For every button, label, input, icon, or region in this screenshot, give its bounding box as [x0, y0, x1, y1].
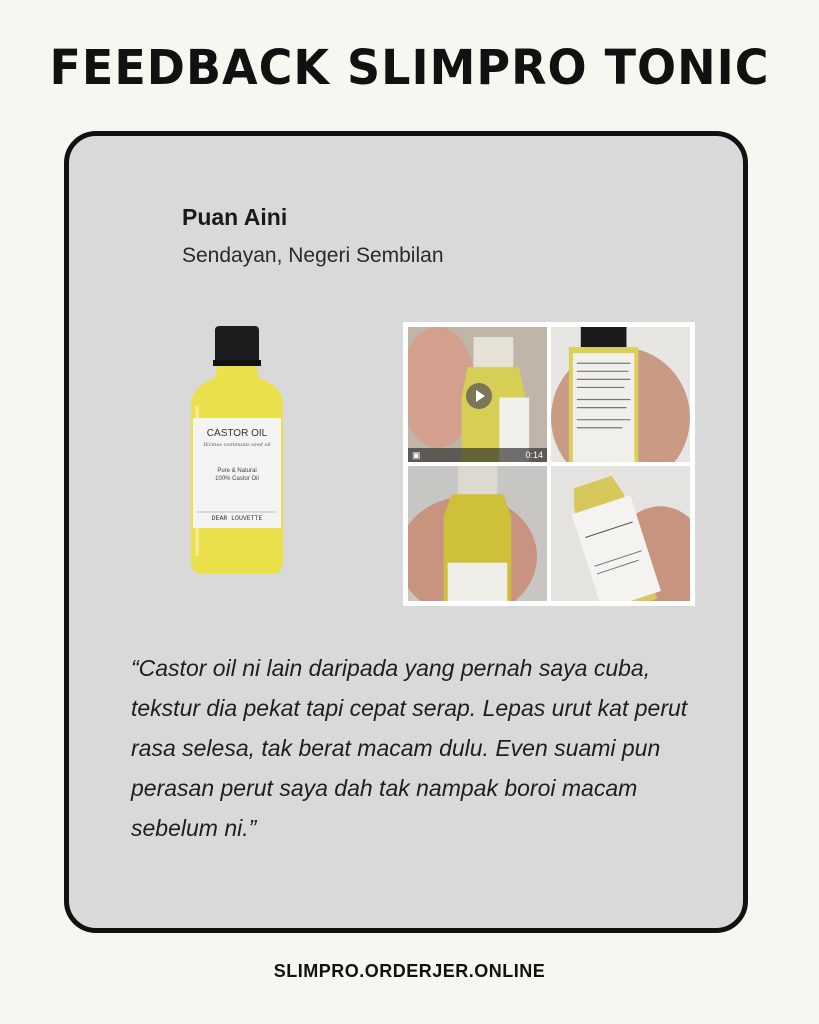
play-icon[interactable]: [466, 383, 492, 409]
testimonial-quote: “Castor oil ni lain daripada yang pernah saya cuba, tekstur dia pekat tapi cepat serap. Lepas urut kat perut rasa selesa, tak berat macam dulu. Even suami pun perasan perut saya dah tak nampak boroi macam sebelum ni.”: [131, 655, 688, 841]
page-title: FEEDBACK SLIMPRO TONIC: [49, 38, 770, 96]
testimonial-card: [64, 131, 748, 933]
bottle-photo-3: [408, 466, 547, 601]
photo-tile-4: [551, 466, 690, 601]
video-thumbnail[interactable]: [408, 327, 547, 462]
label-line1: Pure & Natural: [217, 468, 257, 474]
website-url[interactable]: SLIMPRO.ORDERJER.ONLINE: [273, 961, 546, 981]
label-title: CASTOR OIL: [206, 428, 268, 439]
customer-location: Sendayan, Negeri Sembilan: [182, 244, 444, 267]
photo-tile-2: [551, 327, 690, 462]
photo-tile-3: [408, 466, 547, 601]
customer-photo-gallery: [403, 322, 695, 606]
label-script: Ricinus communis seed oil: [203, 442, 271, 448]
bottle-photo-4: [551, 466, 690, 601]
castor-oil-bottle-image: [187, 326, 287, 576]
label-brand: DEAR LOUVETTE: [211, 515, 263, 522]
label-line2: 100% Castor Oil: [215, 476, 259, 482]
video-duration: 0:14: [525, 450, 543, 460]
customer-name: Puan Aini: [182, 204, 288, 230]
bottle-photo-2: [551, 327, 690, 462]
video-camera-icon: ▣: [412, 450, 421, 460]
video-bar: [408, 448, 547, 462]
